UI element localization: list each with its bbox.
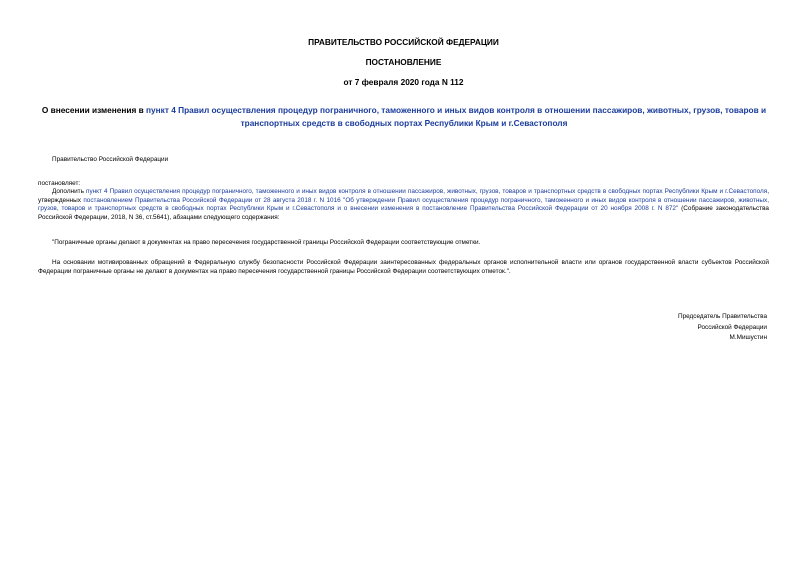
intro-paragraph: Правительство Российской Федерации: [52, 156, 169, 163]
title-prefix: О внесении изменения в: [41, 105, 147, 115]
title-link[interactable]: пункт 4 Правил осуществления процедур пограничного, таможенного и иных видов контроля в отношении пассажиров, животных, грузов, товаров и транспортных средств в свободных портах Республики Крым и г.Севастополя: [146, 105, 767, 128]
government-heading: ПРАВИТЕЛЬСТВО РОССИЙСКОЙ ФЕДЕРАЦИИ: [308, 37, 499, 47]
document-type-heading: ПОСТАНОВЛЕНИЕ: [365, 57, 442, 67]
date-number-heading: от 7 февраля 2020 года N 112: [343, 77, 464, 87]
amendment-text-end: (Собрание законодательства Российской Федерации, 2018, N 36, ст.5641), абзацами следующего содержания:: [38, 205, 769, 222]
signature-position: Председатель Правительства: [678, 313, 767, 320]
added-paragraph-2: На основании мотивированных обращений в Федеральную службу безопасности Российской Федерации заинтересованных федеральных органов исполнительной власти или органов государственной власти субъектов Российской Федерации пограничные органы не делают в документах на право пересечения государственной границы Российской Федерации соответствующих отметок.".: [38, 259, 769, 275]
document-title: [35, 104, 773, 130]
rules-point-link[interactable]: пункт 4 Правил осуществления процедур пограничного, таможенного и иных видов контроля в отношении пассажиров, животных, грузов, товаров и транспортных средств в свободных портах Республики Крым и г.Севастополя: [85, 188, 768, 195]
added-paragraph-1: "Пограничные органы делают в документах на право пересечения государственной границы Российской Федерации соответствующие отметки.: [52, 239, 481, 246]
signature-name: М.Мишустин: [729, 334, 767, 341]
resolution-link[interactable]: постановлением Правительства Российской Федерации от 28 августа 2018 г. N 1016 "Об утверждении Правил осуществления процедур пограничного, таможенного и иных видов контроля в отношении пассажиров, животных, грузов, товаров и транспортных средств в свободных портах Республики Крым и г.Севастополя и о внесении изменения в постановление Правительства Российской Федерации от 20 ноября 2008 г. N 872": [38, 196, 769, 213]
amendment-paragraph: [38, 188, 769, 223]
signature-block: [678, 312, 767, 344]
decrees-paragraph: постановляет:: [38, 180, 81, 187]
amendment-text-start: Дополнить: [52, 188, 86, 195]
signature-organization: Российской Федерации: [697, 323, 767, 331]
amendment-text-middle: , утвержденных: [38, 188, 769, 204]
